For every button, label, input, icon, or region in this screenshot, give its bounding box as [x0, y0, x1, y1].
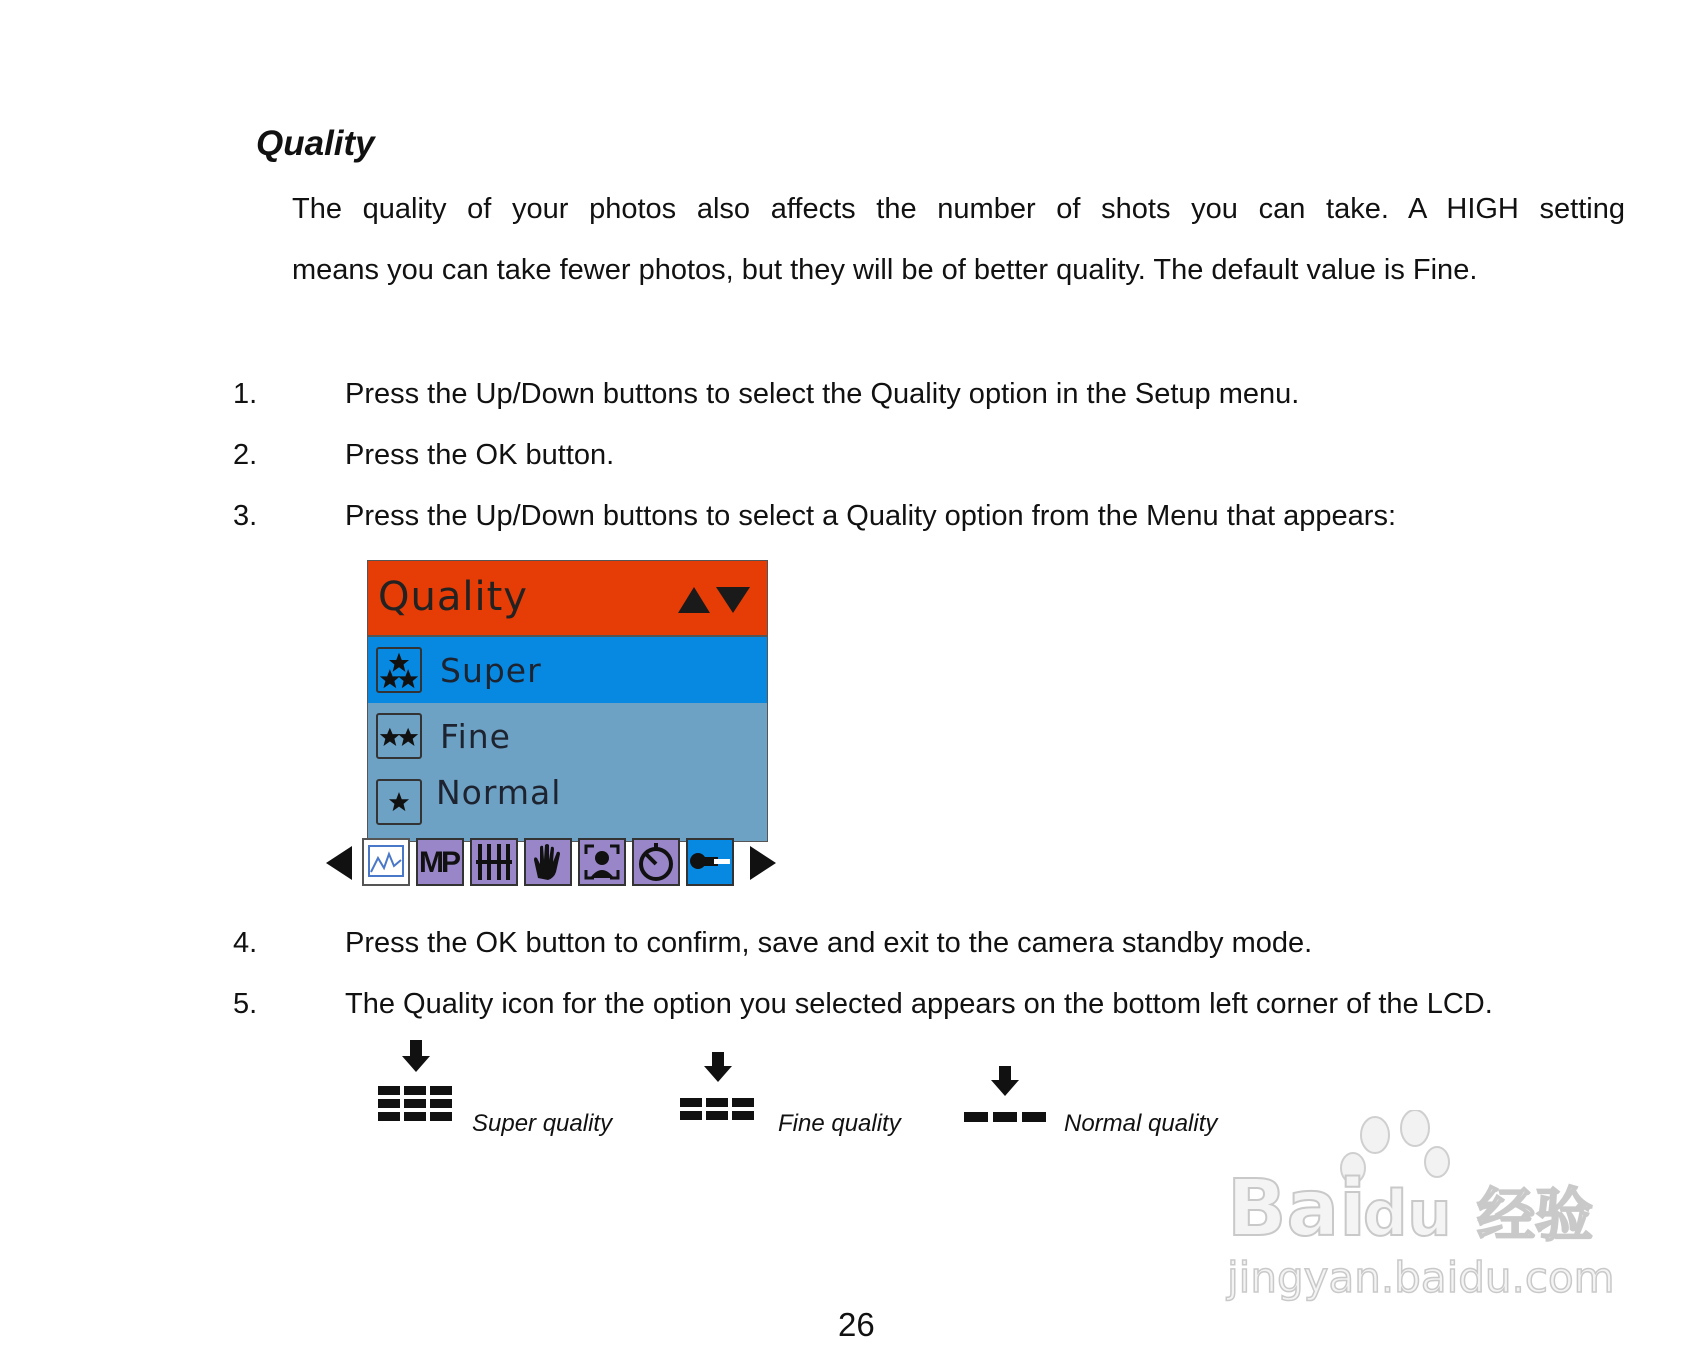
- step-text: Press the Up/Down buttons to select a Quality option from the Menu that appears:: [345, 500, 1397, 532]
- setup-wrench-icon[interactable]: [686, 838, 734, 886]
- up-down-arrows-icon: [676, 585, 752, 615]
- option-label: Super: [440, 651, 542, 690]
- step-2: [233, 435, 1653, 475]
- super-quality-label: Super quality: [472, 1110, 613, 1137]
- step-5: [233, 984, 1653, 1024]
- menu-option-normal[interactable]: [368, 765, 767, 831]
- menu-option-super[interactable]: [368, 637, 767, 703]
- step-number: 4.: [233, 927, 258, 959]
- lcd-quality-menu: [367, 560, 768, 842]
- mp-icon[interactable]: [416, 838, 464, 886]
- normal-quality-item: [962, 1040, 1218, 1137]
- fine-quality-icon: [678, 1040, 758, 1130]
- step-text: The Quality icon for the option you selected appears on the bottom left corner of the LCD.: [345, 988, 1493, 1020]
- intro-line-2: means you can take fewer photos, but they will be of better quality. The default value is Fine.: [292, 254, 1478, 286]
- three-stars-icon: [376, 647, 422, 693]
- step-text: Press the OK button to confirm, save and exit to the camera standby mode.: [345, 927, 1313, 959]
- svg-text:jingyan.baidu.com: jingyan.baidu.com: [1227, 1253, 1615, 1302]
- baidu-jingyan-watermark-logo: [1215, 1110, 1615, 1310]
- stabilizer-hand-icon[interactable]: [524, 838, 572, 886]
- menu-header-label: Quality: [378, 574, 528, 620]
- super-quality-icon: [376, 1040, 456, 1130]
- step-1: [233, 374, 1653, 414]
- step-number: 1.: [233, 378, 258, 410]
- svg-text:经验: 经验: [1477, 1181, 1594, 1249]
- self-timer-icon[interactable]: [632, 838, 680, 886]
- svg-text:Bai: Bai: [1227, 1164, 1366, 1254]
- fine-quality-label: Fine quality: [778, 1110, 901, 1137]
- fine-quality-item: [678, 1040, 901, 1137]
- step-number: 2.: [233, 439, 258, 471]
- two-stars-icon: [376, 713, 422, 759]
- sharpness-icon[interactable]: [470, 838, 518, 886]
- left-arrow-icon[interactable]: [326, 846, 352, 880]
- step-3: [233, 496, 1653, 536]
- menu-header: [368, 561, 767, 637]
- page-number: 26: [838, 1306, 875, 1343]
- menu-option-fine[interactable]: [368, 703, 767, 769]
- step-4: [233, 923, 1653, 963]
- option-label: Fine: [440, 717, 511, 756]
- menu-icon-strip: [326, 836, 826, 890]
- normal-quality-label: Normal quality: [1064, 1110, 1218, 1137]
- section-title: Quality: [256, 124, 375, 163]
- step-text: Press the OK button.: [345, 439, 615, 471]
- step-number: 3.: [233, 500, 258, 532]
- one-star-icon: [376, 779, 422, 825]
- mp-text: MP: [419, 846, 458, 879]
- normal-quality-icon: [962, 1040, 1048, 1130]
- option-label: Normal: [436, 773, 562, 812]
- svg-text:du: du: [1363, 1177, 1452, 1250]
- right-arrow-icon[interactable]: [750, 846, 776, 880]
- step-text: Press the Up/Down buttons to select the Quality option in the Setup menu.: [345, 378, 1300, 410]
- scene-icon[interactable]: [362, 838, 410, 886]
- step-number: 5.: [233, 988, 258, 1020]
- super-quality-item: [376, 1040, 613, 1137]
- intro-line-1: The quality of your photos also affects the number of shots you can take. A HIGH setting: [292, 193, 1625, 225]
- face-detect-icon[interactable]: [578, 838, 626, 886]
